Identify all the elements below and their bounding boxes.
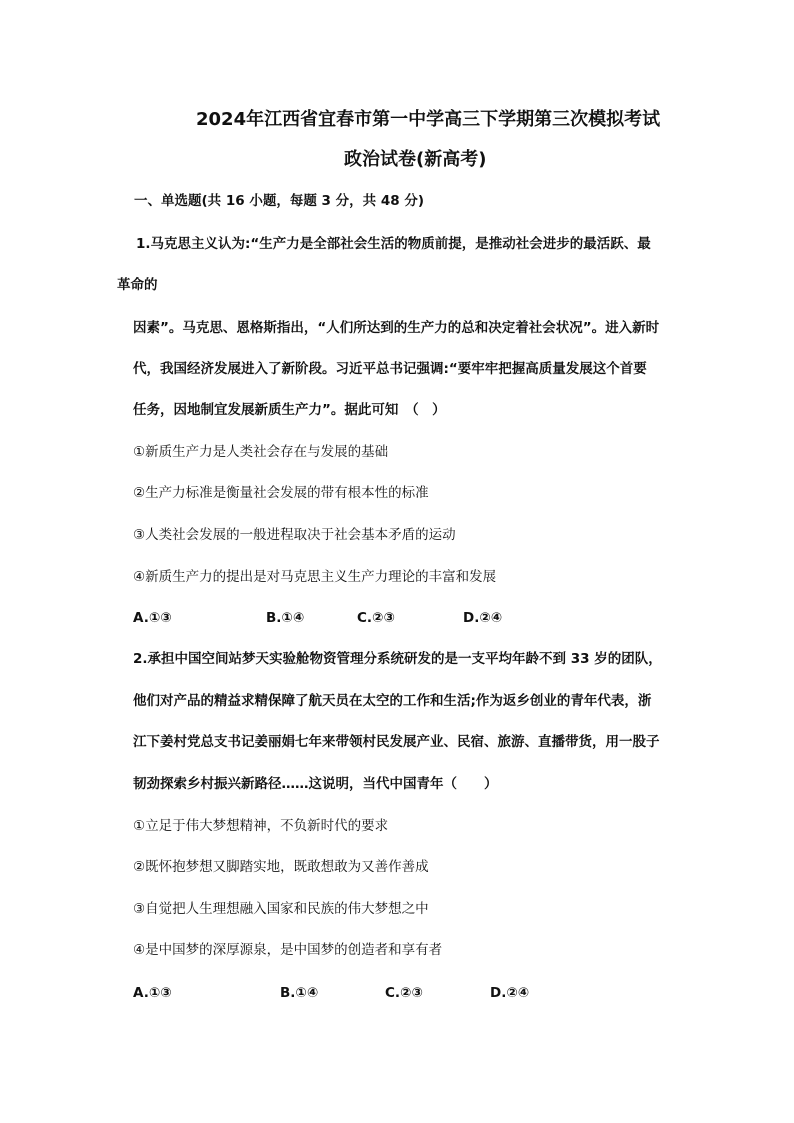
question-2-stem-line-3: 江下姜村党总支书记姜丽娟七年来带领村民发展产业、民宿、旅游、直播带货，用一股子 — [133, 734, 660, 750]
question-1-statement-1: ①新质生产力是人类社会存在与发展的基础 — [133, 444, 389, 460]
question-2-option-b[interactable]: B.①④ — [280, 985, 319, 1001]
question-1-stem-line-4: 代，我国经济发展进入了新阶段。习近平总书记强调:“要牢牢把握高质量发展这个首要 — [133, 361, 647, 377]
section-heading: 一、单选题(共 16 小题，每题 3 分，共 48 分) — [134, 193, 425, 209]
exam-title: 2024年江西省宜春市第一中学高三下学期第三次模拟考试 — [196, 109, 661, 130]
question-2-statement-2: ②既怀抱梦想又脚踏实地，既敢想敢为又善作善成 — [133, 859, 429, 875]
question-1-option-d[interactable]: D.②④ — [463, 610, 503, 626]
question-2-option-d[interactable]: D.②④ — [490, 985, 530, 1001]
question-2-stem-line-1: 2.承担中国空间站梦天实验舱物资管理分系统研发的是一支平均年龄不到 33 岁的团队， — [133, 651, 662, 667]
question-1-option-c[interactable]: C.②③ — [357, 610, 395, 626]
question-2-statement-4: ④是中国梦的深厚源泉，是中国梦的创造者和享有者 — [133, 942, 443, 958]
question-1-statement-2: ②生产力标准是衡量社会发展的带有根本性的标准 — [133, 485, 429, 501]
question-2-statement-1: ①立足于伟大梦想精神，不负新时代的要求 — [133, 818, 389, 834]
question-1-stem-line-5: 任务，因地制宜发展新质生产力”。据此可知 （ ） — [133, 402, 446, 418]
question-2-stem-line-4: 韧劲探索乡村振兴新路径……这说明，当代中国青年（ ） — [133, 776, 498, 792]
exam-subtitle: 政治试卷(新高考) — [344, 149, 487, 170]
question-2-statement-3: ③自觉把人生理想融入国家和民族的伟大梦想之中 — [133, 901, 429, 917]
question-1-option-a[interactable]: A.①③ — [133, 610, 172, 626]
question-1-stem-line-3: 因素”。马克思、恩格斯指出，“人们所达到的生产力的总和决定着社会状况”。进入新时 — [133, 320, 660, 336]
question-1-stem-line-1: 1.马克思主义认为:“生产力是全部社会生活的物质前提，是推动社会进步的最活跃、最 — [136, 236, 651, 252]
question-1-option-b[interactable]: B.①④ — [266, 610, 305, 626]
question-1-statement-4: ④新质生产力的提出是对马克思主义生产力理论的丰富和发展 — [133, 569, 497, 585]
question-2-stem-line-2: 他们对产品的精益求精保障了航天员在太空的工作和生活;作为返乡创业的青年代表，浙 — [133, 693, 652, 709]
question-2-option-a[interactable]: A.①③ — [133, 985, 172, 1001]
question-2-option-c[interactable]: C.②③ — [385, 985, 423, 1001]
question-1-statement-3: ③人类社会发展的一般进程取决于社会基本矛盾的运动 — [133, 527, 456, 543]
question-1-stem-line-2: 革命的 — [117, 277, 158, 293]
